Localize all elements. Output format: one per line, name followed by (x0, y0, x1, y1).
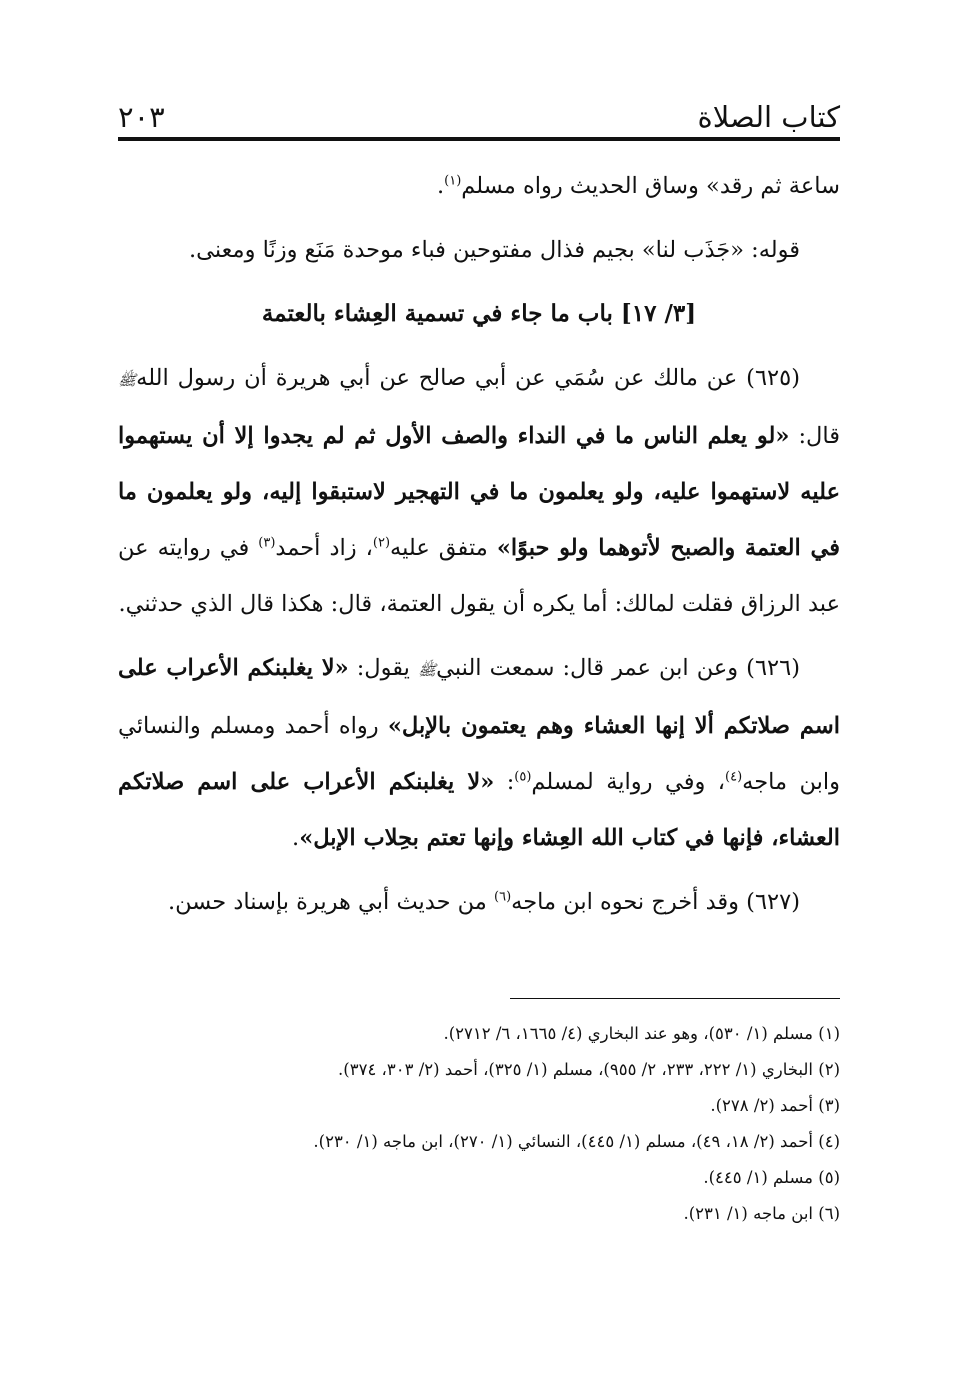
footnotes (118, 1016, 840, 1232)
footnote-separator (510, 998, 840, 999)
footnote-ref: (٥) (514, 769, 532, 785)
hadith-626-intro: (٦٢٦) وعن ابن عمر قال: سمعت النبي (436, 655, 800, 681)
hadith-626-quote-2: «لا يغلبنكم الأعراب على اسم صلاتكم العشاء، فإنها في كتاب الله العِشاء وإنها تعتم بحِلاب الإبل» (118, 769, 840, 851)
hadith-626-says: يقول: (348, 655, 418, 681)
hadith-625-quote: «لو يعلم الناس ما في النداء والصف الأول ثم لم يجدوا إلا أن يستهموا عليه لاستهموا عليه، ولو يعلمون ما في التهجير لاستبقوا إليه، ولو يعلمون ما في العتمة والصبح لأتوهما ولو حبوًا» (118, 423, 840, 561)
running-header (118, 86, 840, 134)
punctuation: . (292, 825, 300, 851)
commentary-line (118, 222, 840, 278)
main-text (118, 158, 840, 930)
punctuation: . (437, 173, 445, 199)
footnote-4: (٤) أحمد (٢/ ١٨، ٤٩)، مسلم (١/ ٤٤٥)، النسائي (١/ ٢٧٠)، ابن ماجه (١/ ٢٣٠). (313, 1132, 840, 1151)
commentary-text: قوله: «جَذَب لنا» بجيم فذال مفتوحين فباء موحدة مَنَع وزنًا ومعنى. (188, 237, 800, 263)
hadith-626 (118, 640, 840, 866)
hadith-625-agreed: متفق عليه (390, 535, 497, 561)
hadith-626-muslim: ، وفي رواية لمسلم (531, 769, 726, 795)
page-number: ٢٠٣ (118, 100, 165, 134)
hadith-627 (118, 874, 840, 930)
footnote-ref: (٦) (494, 889, 512, 905)
hadith-626-quote: «لا يغلبنكم الأعراب على اسم صلاتكم ألا إنها العشاء وهم يعتمون بالإبل» (118, 655, 840, 739)
hadith-627-rest: من حديث أبي هريرة بإسناد حسن. (167, 889, 495, 915)
honorific-symbol: ﷺ (417, 661, 437, 679)
hadith-625 (118, 350, 840, 632)
hadith-625-said: قال: (789, 423, 840, 449)
chapter-heading: [٣/ ١٧] باب ما جاء في تسمية العِشاء بالعتمة (261, 300, 697, 327)
hadith-626-narrators: رواه أحمد ومسلم والنسائي وابن ماجه (118, 713, 840, 795)
hadith-627-intro: (٦٢٧) وقد أخرج نحوه ابن ماجه (511, 889, 800, 915)
footnote-6: (٦) ابن ماجه (١/ ٢٣١). (683, 1204, 840, 1223)
continuation-text: ساعة ثم رقد» وساق الحديث رواه مسلم (461, 173, 840, 199)
footnote-2: (٢) البخاري (١/ ٢٢٢، ٢٣٣، ٢/ ٩٥٥)، مسلم (١/ ٣٢٥)، أحمد (٢/ ٣٠٣، ٣٧٤). (338, 1060, 840, 1079)
header-rule (118, 137, 840, 141)
honorific-symbol: ﷺ (118, 371, 137, 389)
hadith-625-zad: ، زاد أحمد (275, 535, 373, 561)
footnote-ref: (١) (444, 173, 462, 189)
footnote-ref: (٤) (725, 769, 743, 785)
footnote-5: (٥) مسلم (١/ ٤٤٥). (703, 1168, 840, 1187)
hadith-625-intro: (٦٢٥) عن مالك عن سُمَي عن أبي صالح عن أبي هريرة أن رسول الله (136, 365, 800, 391)
footnote-1: (١) مسلم (١/ ٥٣٠)، وهو عند البخاري (٤/ ١٦٦٥، ٦/ ٢٧١٢). (443, 1024, 840, 1043)
hadith-625-rest: في روايته عن عبد الرزاق فقلت لمالك: أما يكره أن يقول العتمة، قال: هكذا قال الذي حدثني. (118, 535, 840, 617)
continuation-line (118, 158, 840, 214)
book-title: كتاب الصلاة (697, 100, 840, 134)
footnote-ref: (٢) (372, 535, 391, 551)
punctuation: : (494, 769, 515, 795)
footnote-3: (٣) أحمد (٢/ ٢٧٨). (710, 1096, 840, 1115)
footnote-ref: (٣) (258, 535, 276, 551)
